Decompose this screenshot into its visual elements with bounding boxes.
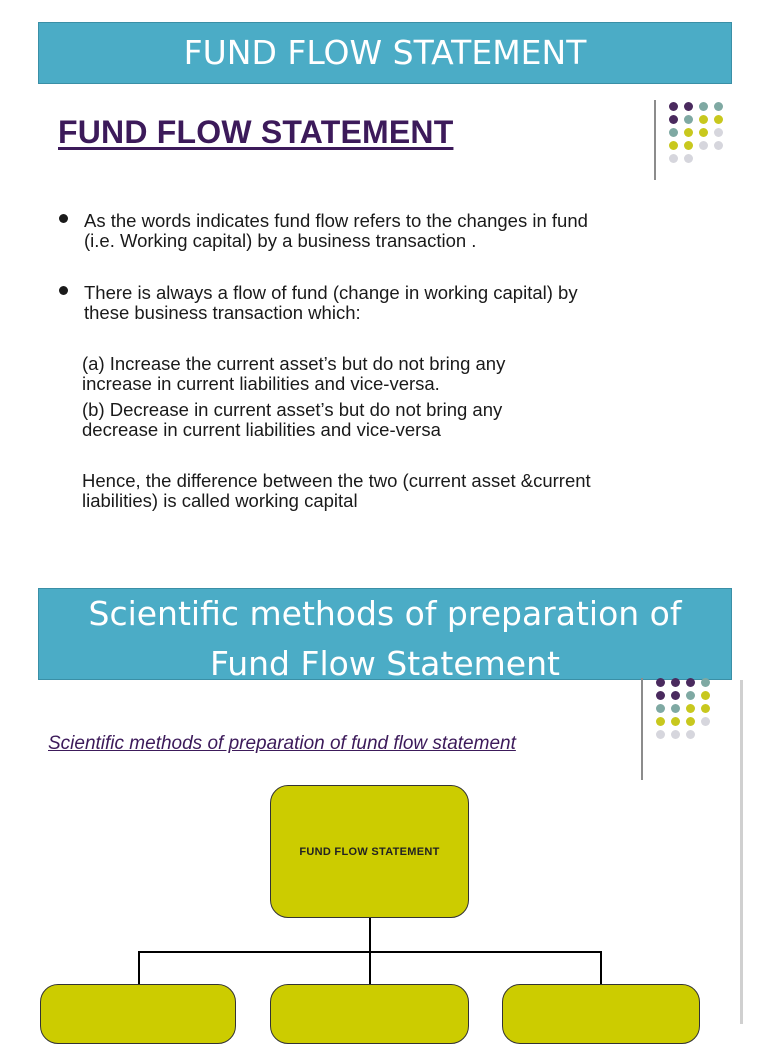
slide2-banner: [38, 588, 732, 683]
slide1-dot-grid: [669, 102, 724, 163]
slide1-title: FUND FLOW STATEMENT: [58, 114, 454, 150]
slide2-subtitle: Scientific methods of preparation of fund flow statement: [48, 733, 516, 754]
item-a-text: (a) Increase the current asset’s but do not bring any increase in current liabilities and vice-versa.: [82, 353, 506, 394]
connector-left: [138, 951, 140, 985]
bullet-marker: [59, 286, 68, 295]
child-box-middle: [270, 984, 469, 1044]
slide2-banner-line2: Fund Flow Statement: [210, 644, 560, 683]
hence-text: Hence, the difference between the two (current asset &current liabilities) is called working capital: [82, 470, 591, 511]
root-box-label: FUND FLOW STATEMENT: [299, 846, 440, 858]
slide1-banner: [38, 22, 732, 84]
slide2-dot-grid: [656, 678, 711, 739]
bullet1-text: As the words indicates fund flow refers to the changes in fund (i.e. Working capital) by a business transaction .: [84, 210, 588, 251]
child-box-right: [502, 984, 700, 1044]
connector-vertical: [369, 918, 371, 952]
slide2-banner-line1: Scientific methods of preparation of: [88, 594, 682, 633]
slide1-divider: [654, 100, 656, 180]
page-edge: [740, 680, 743, 1024]
slide1-banner-text: FUND FLOW STATEMENT: [183, 33, 587, 72]
slide2-divider: [641, 678, 643, 780]
item-b-text: (b) Decrease in current asset’s but do not bring any decrease in current liabilities and vice-versa: [82, 399, 503, 440]
bullet2-text: There is always a flow of fund (change in working capital) by these business transaction which:: [84, 282, 578, 323]
connector-right: [600, 951, 602, 985]
child-box-left: [40, 984, 236, 1044]
bullet-marker: [59, 214, 68, 223]
connector-middle: [369, 951, 371, 985]
root-box: [270, 785, 469, 918]
